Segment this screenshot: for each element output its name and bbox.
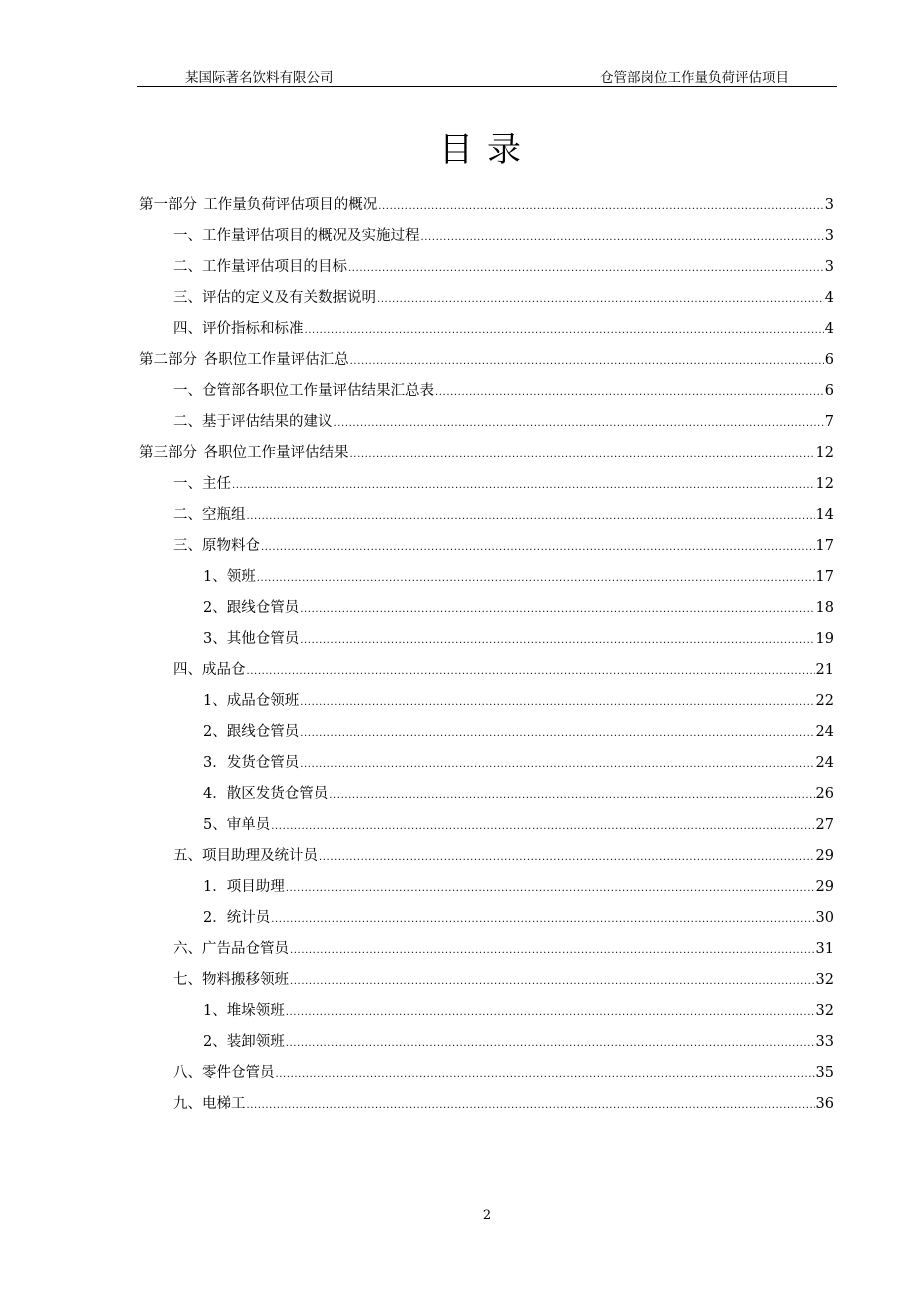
toc-entry[interactable]	[139, 283, 834, 314]
toc-entry[interactable]	[139, 593, 834, 624]
toc-dot-leader	[300, 749, 814, 780]
toc-entry-number: 三、	[173, 290, 202, 306]
toc-entry-page: 12	[815, 476, 834, 492]
page-number: 2	[482, 1208, 492, 1223]
toc-entry-page: 6	[824, 383, 834, 399]
toc-entry-number: 1、	[203, 1003, 227, 1019]
toc-entry-title: 各职位工作量评估结果	[203, 445, 349, 461]
toc-entry-page: 4	[824, 290, 834, 306]
toc-entry[interactable]	[139, 872, 834, 903]
toc-dot-leader	[377, 284, 824, 315]
toc-entry-number: 三、	[173, 538, 202, 554]
toc-entry-page: 24	[815, 755, 834, 771]
toc-entry[interactable]	[139, 190, 834, 221]
toc-dot-leader	[334, 408, 824, 439]
toc-entry-title: 零件仓管员	[202, 1065, 275, 1081]
toc-entry[interactable]	[139, 500, 834, 531]
toc-dot-leader	[286, 873, 815, 904]
header-project-name: 仓管部岗位工作量负荷评估项目	[600, 70, 789, 86]
toc-entry[interactable]	[139, 965, 834, 996]
toc-entry-title: 评价指标和标准	[202, 321, 304, 337]
toc-entry-title: 主任	[202, 476, 231, 492]
toc-entry-title: 基于评估结果的建议	[202, 414, 333, 430]
toc-entry-title: 审单员	[226, 817, 271, 833]
toc-entry-number: 八、	[173, 1065, 202, 1081]
toc-dot-leader	[247, 1090, 815, 1121]
toc-dot-leader	[435, 377, 824, 408]
toc-dot-leader	[276, 1059, 815, 1090]
toc-entry-number: 一、	[173, 476, 202, 492]
toc-entry-title: 发货仓管员	[226, 755, 300, 771]
toc-entry[interactable]	[139, 1027, 834, 1058]
toc-entry-page: 29	[815, 848, 834, 864]
toc-entry[interactable]	[139, 686, 834, 717]
toc-entry-page: 26	[815, 786, 834, 802]
toc-entry[interactable]	[139, 903, 834, 934]
toc-entry-page: 31	[815, 941, 834, 957]
toc-entry-title: 散区发货仓管员	[226, 786, 329, 802]
toc-entry-page: 6	[824, 352, 834, 368]
toc-entry-number: 二、	[173, 414, 202, 430]
toc-entry[interactable]	[139, 1058, 834, 1089]
toc-dot-leader	[257, 563, 815, 594]
toc-entry[interactable]	[139, 934, 834, 965]
toc-entry-page: 29	[815, 879, 834, 895]
toc-entry[interactable]	[139, 252, 834, 283]
toc-dot-leader	[350, 346, 824, 377]
toc-entry-page: 27	[815, 817, 834, 833]
toc-dot-leader	[319, 842, 815, 873]
toc-entry[interactable]	[139, 345, 834, 376]
toc-entry[interactable]	[139, 748, 834, 779]
toc-entry-number: 一、	[173, 228, 202, 244]
toc-entry-title: 统计员	[226, 910, 271, 926]
toc-entry-title: 电梯工	[202, 1096, 246, 1112]
toc-entry-page: 32	[815, 1003, 834, 1019]
toc-dot-leader	[300, 687, 814, 718]
header-company-name: 某国际著名饮料有限公司	[185, 70, 334, 86]
toc-entry-number: 3、	[203, 631, 227, 647]
toc-entry-title: 各职位工作量评估汇总	[203, 352, 349, 368]
toc-entry-title: 跟线仓管员	[226, 724, 300, 740]
toc-entry-number: 七、	[173, 972, 202, 988]
toc-entry-title: 成品仓领班	[226, 693, 300, 709]
toc-entry-page: 18	[815, 600, 834, 616]
toc-entry-page: 3	[824, 259, 834, 275]
toc-entry-title: 物料搬移领班	[202, 972, 289, 988]
toc-dot-leader	[261, 532, 815, 563]
toc-dot-leader	[247, 501, 815, 532]
toc-entry[interactable]	[139, 779, 834, 810]
toc-entry-title: 其他仓管员	[226, 631, 300, 647]
toc-entry[interactable]	[139, 810, 834, 841]
toc-entry-number: 二、	[173, 259, 202, 275]
toc-entry-page: 3	[824, 197, 834, 213]
toc-entry-title: 空瓶组	[202, 507, 246, 523]
toc-entry-number: 二、	[173, 507, 202, 523]
toc-entry[interactable]	[139, 438, 834, 469]
toc-entry-number: 六、	[173, 941, 202, 957]
toc-entry-number: 1、	[203, 693, 227, 709]
toc-entry-page: 17	[815, 569, 834, 585]
toc-entry-page: 4	[824, 321, 834, 337]
toc-entry-page: 7	[824, 414, 834, 430]
toc-entry-page: 14	[815, 507, 834, 523]
toc-entry[interactable]	[139, 314, 834, 345]
toc-entry-title: 原物料仓	[202, 538, 260, 554]
toc-entry-number: 四、	[173, 662, 202, 678]
toc-entry-page: 21	[815, 662, 834, 678]
toc-entry-number: 1．	[203, 879, 227, 895]
toc-entry-page: 3	[824, 228, 834, 244]
toc-entry-number: 五、	[173, 848, 202, 864]
toc-entry-page: 19	[815, 631, 834, 647]
toc-dot-leader	[378, 191, 824, 222]
toc-dot-leader	[232, 470, 815, 501]
toc-dot-leader	[286, 1028, 815, 1059]
toc-title: 目录	[439, 130, 535, 170]
toc-entry-page: 30	[815, 910, 834, 926]
toc-entry-number: 第一部分	[139, 197, 197, 213]
toc-entry[interactable]	[139, 841, 834, 872]
toc-entry[interactable]	[139, 407, 834, 438]
toc-entry-number: 2、	[203, 724, 227, 740]
toc-entry-page: 22	[815, 693, 834, 709]
toc-entry[interactable]	[139, 221, 834, 252]
toc-entry-number: 2．	[203, 910, 227, 926]
toc-entry[interactable]	[139, 376, 834, 407]
toc-entry-page: 12	[815, 445, 834, 461]
toc-dot-leader	[348, 253, 824, 284]
toc-dot-leader	[350, 439, 815, 470]
toc-entry-page: 36	[815, 1096, 834, 1112]
toc-entry[interactable]	[139, 655, 834, 686]
toc-dot-leader	[271, 904, 814, 935]
toc-entry-number: 第二部分	[139, 352, 197, 368]
toc-entry[interactable]	[139, 469, 834, 500]
toc-entry[interactable]	[139, 562, 834, 593]
toc-entry-number: 1、	[203, 569, 227, 585]
toc-entry-title: 项目助理	[226, 879, 285, 895]
toc-entry-number: 第三部分	[139, 445, 197, 461]
toc-entry-title: 工作量负荷评估项目的概况	[203, 197, 378, 213]
toc-entry-title: 装卸领班	[226, 1034, 285, 1050]
toc-dot-leader	[421, 222, 824, 253]
toc-entry-page: 17	[815, 538, 834, 554]
toc-entry-number: 九、	[173, 1096, 202, 1112]
toc-dot-leader	[300, 625, 814, 656]
toc-dot-leader	[300, 594, 814, 625]
toc-entry-number: 2、	[203, 1034, 227, 1050]
toc-dot-leader	[286, 997, 815, 1028]
toc-entry-title: 评估的定义及有关数据说明	[202, 290, 376, 306]
toc-entry-title: 领班	[226, 569, 256, 585]
toc-entry-page: 33	[815, 1034, 834, 1050]
toc-dot-leader	[290, 935, 815, 966]
toc-entry-number: 一、	[173, 383, 202, 399]
toc-entry-page: 35	[815, 1065, 834, 1081]
toc-entry[interactable]	[139, 996, 834, 1027]
toc-entry[interactable]	[139, 531, 834, 562]
toc-entry-title: 项目助理及统计员	[202, 848, 318, 864]
toc-entry-title: 广告品仓管员	[202, 941, 289, 957]
toc-dot-leader	[305, 315, 824, 346]
table-of-contents	[139, 190, 834, 1120]
toc-dot-leader	[290, 966, 815, 997]
toc-entry-page: 24	[815, 724, 834, 740]
toc-dot-leader	[300, 718, 814, 749]
toc-entry-number: 3．	[203, 755, 227, 771]
toc-entry-page: 32	[815, 972, 834, 988]
toc-entry[interactable]	[139, 717, 834, 748]
toc-entry-title: 成品仓	[202, 662, 246, 678]
toc-entry-title: 跟线仓管员	[226, 600, 300, 616]
toc-entry-title: 堆垛领班	[226, 1003, 285, 1019]
toc-entry-title: 仓管部各职位工作量评估结果汇总表	[202, 383, 434, 399]
page-header	[137, 64, 837, 87]
toc-entry-title: 工作量评估项目的目标	[202, 259, 347, 275]
toc-dot-leader	[271, 811, 814, 842]
toc-entry-number: 5、	[203, 817, 227, 833]
toc-entry-number: 4．	[203, 786, 227, 802]
toc-entry[interactable]	[139, 624, 834, 655]
toc-entry-number: 2、	[203, 600, 227, 616]
toc-dot-leader	[329, 780, 814, 811]
toc-entry-title: 工作量评估项目的概况及实施过程	[202, 228, 420, 244]
toc-entry[interactable]	[139, 1089, 834, 1120]
toc-entry-number: 四、	[173, 321, 202, 337]
toc-dot-leader	[247, 656, 815, 687]
